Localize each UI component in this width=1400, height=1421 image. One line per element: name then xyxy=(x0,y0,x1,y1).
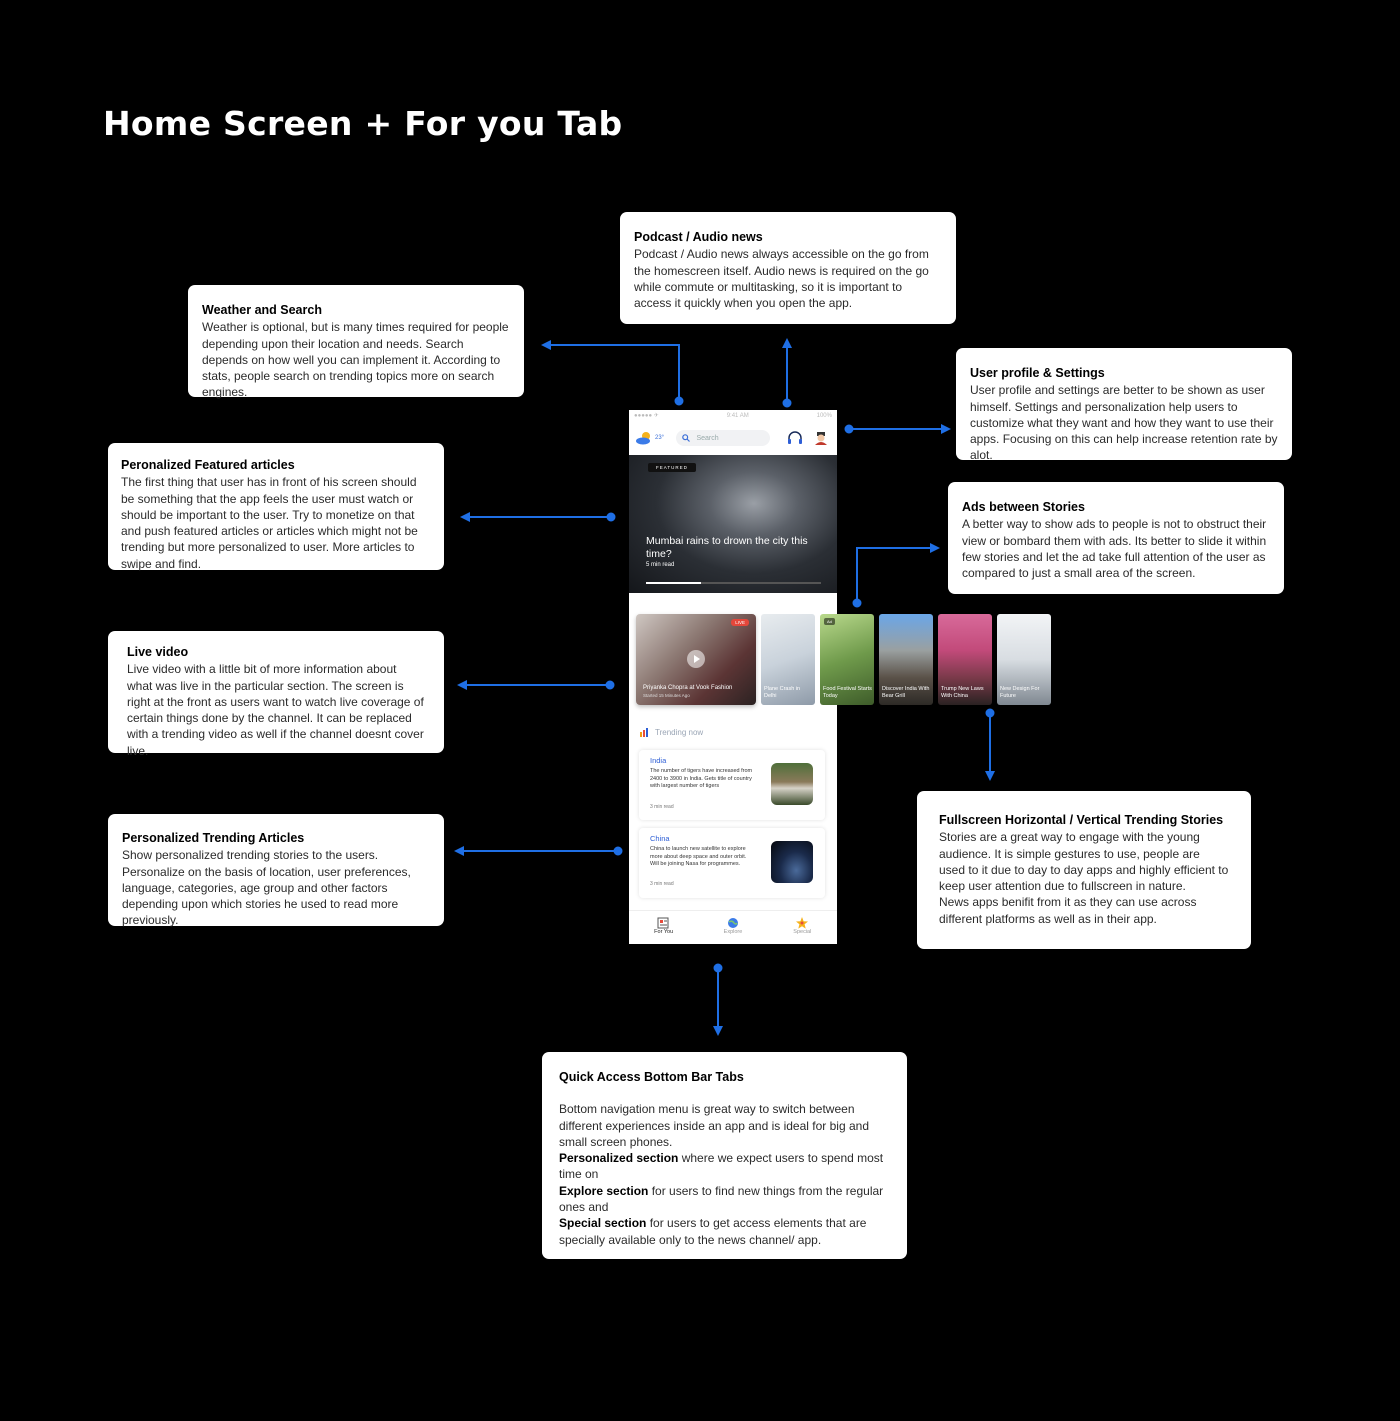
live-annotation xyxy=(108,631,444,758)
podcast-annotation-title: Podcast / Audio news xyxy=(634,230,763,244)
live-video-card[interactable] xyxy=(636,614,756,705)
point-1-bold: Personalized section xyxy=(559,1151,679,1166)
tiger-thumbnail xyxy=(771,763,813,805)
story-title: New Design For Future xyxy=(1000,686,1040,699)
tab-label: Special xyxy=(793,929,812,935)
podcast-button[interactable] xyxy=(784,431,804,445)
headphones-icon xyxy=(787,431,803,445)
featured-annotation xyxy=(108,443,444,570)
weather-arrow xyxy=(543,345,679,401)
special-star-icon xyxy=(795,917,809,929)
trending-header xyxy=(640,728,703,737)
story-title: Food Festival Starts Today xyxy=(823,686,872,699)
point-1-text: where we expect users to spend most time on xyxy=(559,1151,884,1182)
weather-annotation xyxy=(188,285,524,400)
profile-annotation-title: User profile & Settings xyxy=(970,366,1105,380)
bottom-annotation-title: Quick Access Bottom Bar Tabs xyxy=(559,1070,744,1084)
story-card[interactable] xyxy=(997,614,1051,705)
status-battery: 100% xyxy=(816,412,832,419)
profile-button[interactable] xyxy=(811,431,831,445)
avatar-icon xyxy=(814,431,828,445)
satellite-thumbnail xyxy=(771,841,813,883)
featured-progress xyxy=(646,582,821,584)
trending-article-card[interactable] xyxy=(639,828,825,898)
ads-annotation xyxy=(948,482,1284,594)
fullscreen-annotation-body: Stories are a great way to engage with the young audience. It is simple gestures to use, people are used to it due to day to day apps and highly efficient to keep user attention due to fullscreen in nature. xyxy=(939,830,1229,894)
ad-badge: Ad xyxy=(824,618,835,625)
trending-read-time: 3 min read xyxy=(650,881,674,887)
trending-annotation-title: Personalized Trending Articles xyxy=(122,831,305,845)
status-bar xyxy=(629,410,837,421)
story-card[interactable] xyxy=(938,614,992,705)
ads-annotation-title: Ads between Stories xyxy=(962,500,1085,514)
tab-for-you[interactable] xyxy=(639,911,689,945)
featured-annotation-title: Peronalized Featured articles xyxy=(121,458,295,472)
point-2-bold: Explore section xyxy=(559,1183,649,1198)
trending-text: The number of tigers have increased from 2400 to 3900 in India. Gets title of country with largest number of tigers xyxy=(650,768,753,789)
featured-read-time: 5 min read xyxy=(646,562,675,568)
story-title: Plane Crash in Delhi xyxy=(764,686,801,699)
fullscreen-annotation xyxy=(917,791,1251,949)
featured-tag: FEATURED xyxy=(648,463,696,472)
story-card[interactable] xyxy=(879,614,933,705)
status-time: 9:41 AM xyxy=(726,412,749,419)
trending-country: China xyxy=(650,834,670,843)
ads-arrow xyxy=(857,548,938,603)
page-title: Home Screen + For you Tab xyxy=(103,104,623,143)
fullscreen-annotation-title: Fullscreen Horizontal / Vertical Trending Stories xyxy=(939,813,1224,827)
ad-story-card[interactable] xyxy=(820,614,874,705)
weather-annotation-title: Weather and Search xyxy=(202,303,322,317)
weather-annotation-body: Weather is optional, but is many times required for people depending upon their location and needs. Search depends on how well you can implement it. According to stats, people search on trending topics more on search engines. xyxy=(202,320,509,400)
play-icon[interactable] xyxy=(687,650,705,668)
point-2-text: for users to find new things from the regular ones and xyxy=(559,1183,884,1215)
podcast-annotation-body: Podcast / Audio news always accessible on the go from the homescreen itself. Audio news is required on the go while commute or multitasking, so it is important to access it quickly when you open the app. xyxy=(634,247,929,311)
story-title: Trump New Laws With China xyxy=(941,686,984,699)
trending-country: India xyxy=(650,756,667,765)
live-annotation-body: Live video with a little bit of more information about what was live in the particular section. The screen is right at the front as users want to watch live coverage of certain things done by the channel. It can be replaced with a trending video as well if the channel doesnt cover live. xyxy=(127,662,424,758)
trending-annotation-body: Show personalized trending stories to the users. Personalize on the basis of location, user preferences, language, categories, age group and other factors depending upon which stories he used to read more previously. xyxy=(122,848,411,928)
profile-annotation xyxy=(956,348,1292,463)
trending-label: Trending now xyxy=(655,728,704,737)
live-subtitle: Started 15 Minutes Ago xyxy=(643,693,690,698)
search-placeholder: Search xyxy=(696,434,719,442)
tab-special[interactable] xyxy=(777,911,827,945)
trending-annotation xyxy=(108,814,444,926)
trending-article-card[interactable] xyxy=(639,750,825,820)
live-title: Priyanka Chopra at Vook Fashion xyxy=(643,685,733,691)
globe-icon xyxy=(726,917,740,929)
bottom-annotation xyxy=(542,1052,907,1259)
search-icon xyxy=(682,434,690,442)
live-annotation-title: Live video xyxy=(127,645,189,659)
live-badge: LIVE xyxy=(731,619,749,626)
fullscreen-annotation-body2: News apps benifit from it as they can use across different platforms as well as in their app. xyxy=(939,895,1197,926)
weather-temperature: 23° xyxy=(655,435,665,441)
point-3-text: for users to get access elements that are specially available only to the news channel/ app. xyxy=(559,1216,867,1247)
featured-article[interactable] xyxy=(629,455,837,593)
bottom-annotation-intro: Bottom navigation menu is great way to switch between different experiences inside an app and is ideal for big and small screen phones. xyxy=(559,1102,869,1149)
trending-chart-icon xyxy=(640,728,650,737)
tab-label: For You xyxy=(654,929,674,935)
tab-label: Explore xyxy=(723,929,743,935)
story-title: Discover India With Bear Grill xyxy=(882,686,930,699)
bottom-annotation-point-3 xyxy=(559,1215,890,1248)
tab-explore[interactable] xyxy=(708,911,758,945)
trending-read-time: 3 min read xyxy=(650,804,674,810)
bottom-tab-bar xyxy=(629,910,837,945)
profile-annotation-body: User profile and settings are better to be shown as user himself. Settings and personalization help users to customize what they want and how they want to use their apps. Focusing on this can help increase retention rate by alot. xyxy=(970,383,1278,463)
featured-annotation-body: The first thing that user has in front of his screen should be something that the app feels the user must watch or should be important to the user. Try to monetize on that and push featured articles or articles which might not be trending but more personalized to user. More articles to swipe and find. xyxy=(121,475,418,571)
podcast-annotation xyxy=(620,212,956,324)
app-header xyxy=(629,421,837,455)
trending-text: China to launch new satellite to explore more about deep space and outer orbit. Will be joining Nasa for programmes. xyxy=(650,846,747,867)
stories-row xyxy=(636,614,1051,705)
ads-annotation-body: A better way to show ads to people is not to obstruct their view or bombard them with ads. Its better to slide it within few stories and let the ad take full attention of the user as compared to just a small area of the screen. xyxy=(962,517,1267,581)
weather-cloud-icon xyxy=(635,431,653,445)
status-signal: ●●●●● ✈ xyxy=(634,413,659,419)
weather-widget[interactable] xyxy=(635,431,670,445)
newspaper-icon xyxy=(657,917,671,929)
search-input[interactable] xyxy=(676,430,770,446)
bottom-annotation-point-2 xyxy=(559,1183,890,1216)
bottom-annotation-point-1 xyxy=(559,1150,890,1183)
featured-headline: Mumbai rains to drown the city this time? xyxy=(646,535,808,560)
point-3-bold: Special section xyxy=(559,1216,647,1231)
story-card[interactable] xyxy=(761,614,815,705)
